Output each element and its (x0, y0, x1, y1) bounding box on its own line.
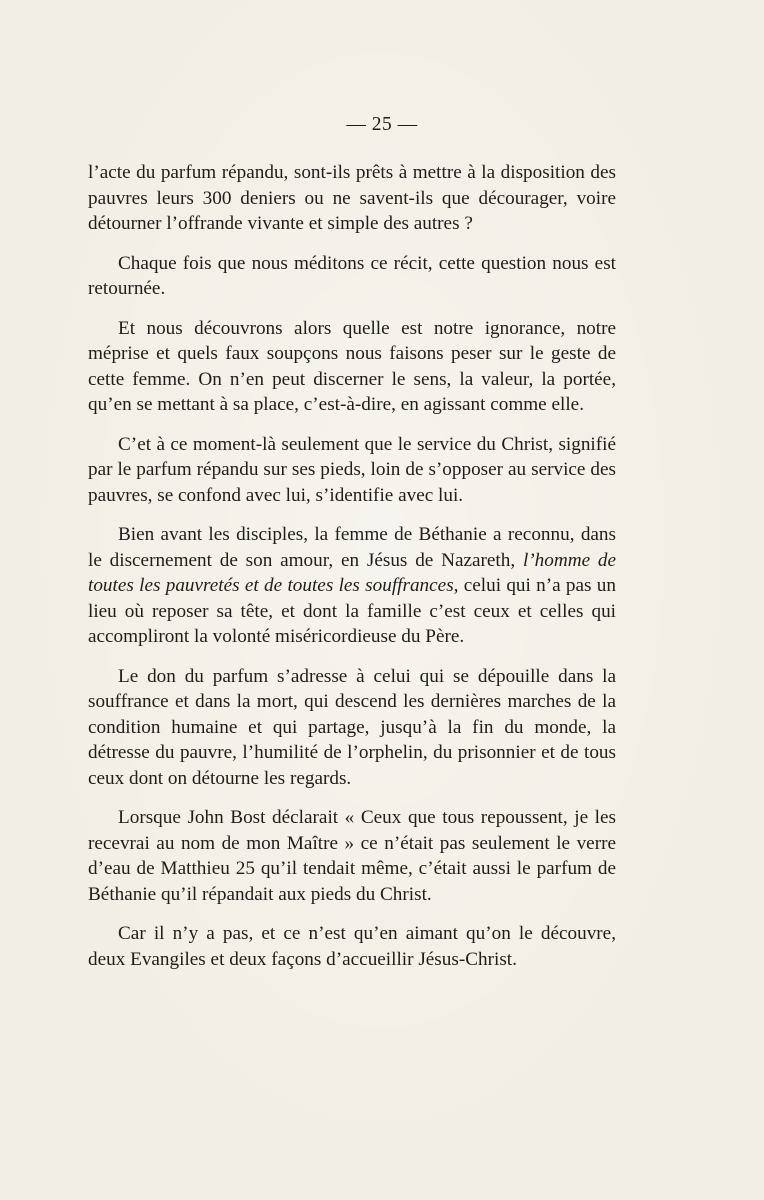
paragraph-4: C’et à ce moment-là seulement que le service du Christ, signifié par le parfum répandu sur ses pieds, loin de s’opposer au service des pauvres, se confond avec lui, s’identifie avec lui. (88, 433, 616, 506)
paragraph-5-italic: l’homme de toutes les pauvretés et de toutes les souffrances, (88, 549, 617, 596)
paragraph-1: l’acte du parfum répandu, sont-ils prêts à mettre à la disposition des pauvres leurs 300 deniers ou ne savent-ils que décourager, voire détourner l’offrande vivante et simple des autres ? (88, 162, 616, 234)
paragraph-2: Chaque fois que nous méditons ce récit, cette question nous est retournée. (88, 252, 616, 299)
paragraph-5-start: Bien avant les disciples, la femme de Béthanie a reconnu, dans le discernement de son amour, en Jésus de Nazareth, (88, 524, 616, 571)
body-text (88, 160, 616, 972)
paragraph-8: Car il n’y a pas, et ce n’est qu’en aimant qu’on le découvre, deux Evangiles et deux façons d’accueillir Jésus-Christ. (88, 923, 616, 970)
paragraph-5-end: celui qui n’a pas un lieu où reposer sa tête, et dont la famille c’est ceux et celles qui accompliront la volonté miséricordieuse du Père. (88, 575, 616, 647)
paragraph-6: Le don du parfum s’adresse à celui qui se dépouille dans la souffrance et dans la mort, qui descend les dernières marches de la condition humaine et qui partage, jusqu’à la fin du monde, la détresse du pauvre, l’humilité de l’orphelin, du prisonnier et de tous ceux dont on détourne les regards. (88, 665, 616, 789)
paragraph-7: Lorsque John Bost déclarait « Ceux que tous repoussent, je les recevrai au nom de mon Maître » ce n’était pas seulement le verre d’eau de Matthieu 25 qu’il tendait même, c’était aussi le parfum de Béthanie qu’il répandait aux pieds du Christ. (88, 807, 616, 905)
paragraph-3: Et nous découvrons alors quelle est notre ignorance, notre méprise et quels faux soupçons nous faisons peser sur le geste de cette femme. On n’en peut discerner le sens, la valeur, la portée, qu’en se mettant à sa place, c’est-à-dire, en agissant comme elle. (88, 317, 616, 415)
paragraph-5 (88, 522, 616, 650)
page-number: — 25 — (346, 114, 418, 135)
